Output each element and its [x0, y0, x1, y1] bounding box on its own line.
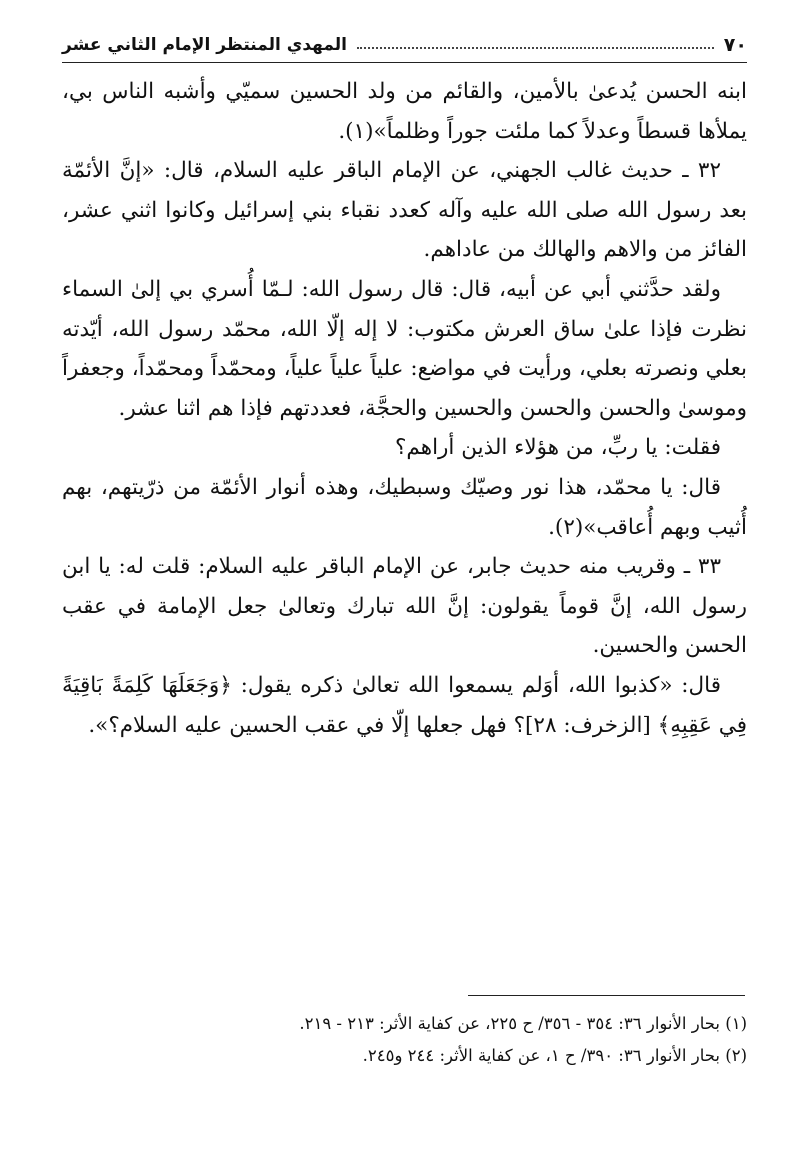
footnotes [62, 1008, 747, 1072]
footnote: (٢) بحار الأنوار ٣٦: ٣٩٠/ ح ١، عن كفاية الأثر: ٢٤٤ و٢٤٥. [362, 1046, 747, 1065]
running-title: المهدي المنتظر الإمام الثاني عشر [62, 35, 347, 55]
paragraph: ابنه الحسن يُدعىٰ بالأمين، والقائم من ولد الحسين سميّي وأشبه الناس بي، يملأها قسطاً وعدلاً كما ملئت جوراً وظلماً»(١). [62, 79, 747, 144]
page-number: ٧٠ [723, 34, 747, 56]
paragraph: فقلت: يا ربِّ، من هؤلاء الذين أراهم؟ [395, 435, 721, 461]
footnote-separator [468, 995, 745, 996]
paragraph: قال: يا محمّد، هذا نور وصيّك وسبطيك، وهذه أنوار الأئمّة من ذرّيتهم، بهم أُثيب وبهم أُعاقب»(٢). [62, 474, 747, 540]
header-dot-leader [357, 41, 714, 49]
page-header [62, 28, 747, 63]
main-text [62, 72, 747, 745]
paragraph: ٣٢ ـ حديث غالب الجهني، عن الإمام الباقر عليه السلام، قال: «إنَّ الأئمّة بعد رسول الله صلى الله عليه وآله كعدد نقباء بني إسرائيل وكانوا اثني عشر، الفائز من والاهم والهالك من عاداهم. [62, 158, 747, 263]
paragraph: ٣٣ ـ وقريب منه حديث جابر، عن الإمام الباقر عليه السلام: قلت له: يا ابن رسول الله، إنَّ قوماً يقولون: إنَّ الله تبارك وتعالىٰ جعل الإمامة في عقب الحسن والحسين. [62, 554, 747, 659]
paragraph: ولقد حدَّثني أبي عن أبيه، قال: قال رسول الله: لـمّا أُسري بي إلىٰ السماء نظرت فإذا علىٰ ساق العرش مكتوب: لا إله إلّا الله، محمّد رسول الله، أيّدته بعلي ونصرته بعلي، ورأيت في مواضع: علياً علياً علياً، ومحمّداً ومحمّداً، وجعفراً وموسىٰ والحسن والحسن والحسين والحجَّة، فعددتهم فإذا هم اثنا عشر. [62, 276, 747, 421]
paragraph: قال: «كذبوا الله، أوَلم يسمعوا الله تعالىٰ ذكره يقول: ﴿وَجَعَلَهَا كَلِمَةً بَاقِيَةً فِي عَقِبِهِ﴾ [الزخرف: ٢٨]؟ فهل جعلها إلّا في عقب الحسين عليه السلام؟». [62, 672, 747, 738]
footnote: (١) بحار الأنوار ٣٦: ٣٥٤ - ٣٥٦/ ح ٢٢٥، عن كفاية الأثر: ٢١٣ - ٢١٩. [299, 1014, 747, 1033]
